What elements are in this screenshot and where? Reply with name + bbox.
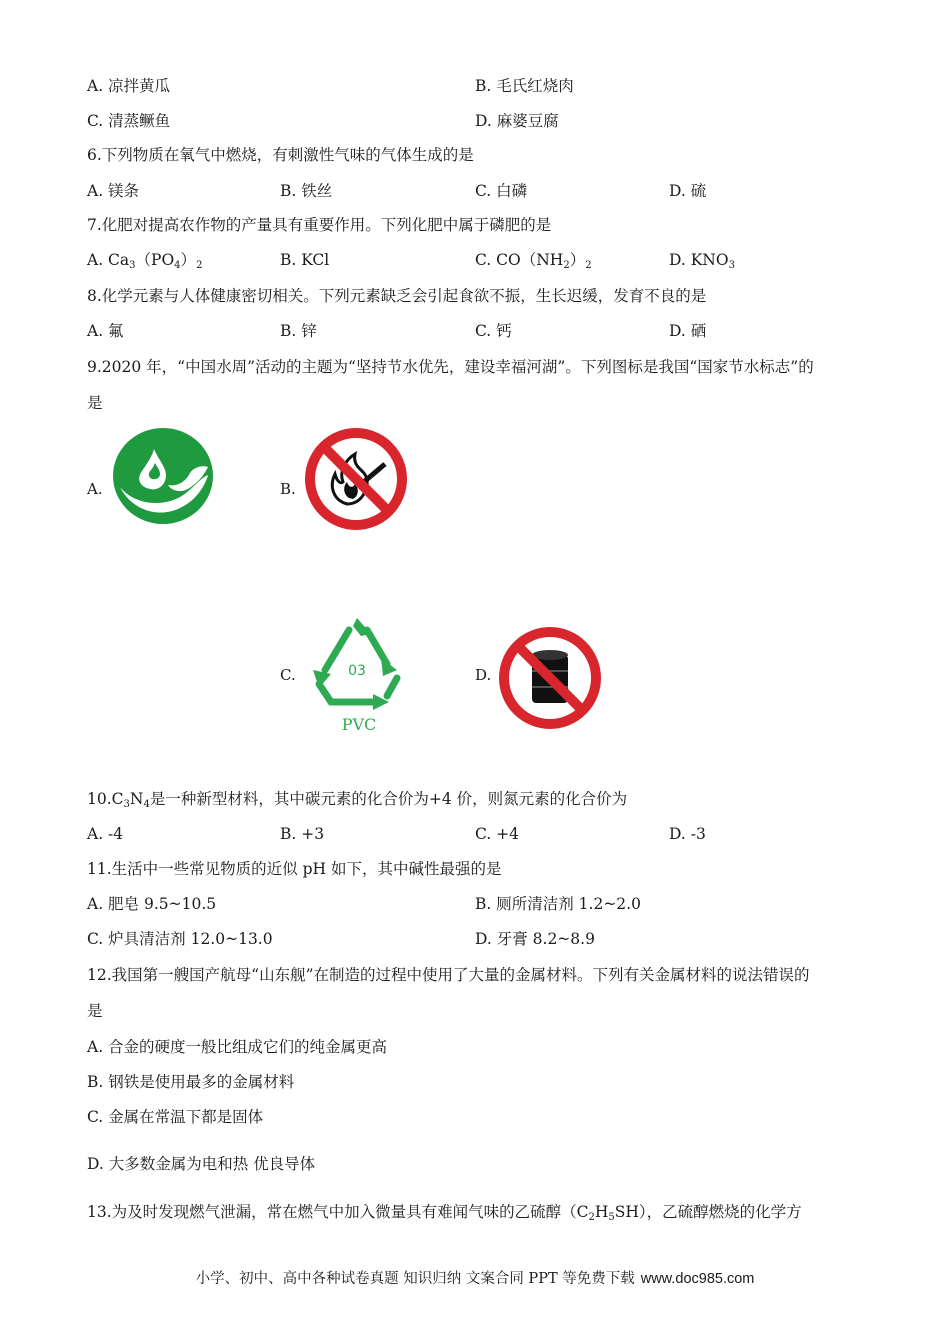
q7-option-c: C. $CO(NH_2)_2$ xyxy=(475,251,592,271)
q11-option-a: A. 肥皂 9.5~10.5 xyxy=(87,895,217,913)
q9-option-b-label: B. xyxy=(280,480,296,498)
q9-stem-line2: 是 xyxy=(87,394,103,412)
q6-option-c: C. 白磷 xyxy=(475,182,528,200)
q13-stem: 13.为及时发现燃气泄漏，常在燃气中加入微量具有难闻气味的乙硫醇$(C_2H_5SH)$，乙硫醇燃烧的化学方 xyxy=(87,1203,802,1223)
q12-option-d: D. 大多数金属为电和热 优良导体 xyxy=(87,1155,316,1173)
q9-option-d-label: D. xyxy=(475,666,492,684)
footer-url[interactable]: www.doc985.com xyxy=(640,1271,755,1287)
q10-option-a: A. -4 xyxy=(87,825,124,843)
q8-stem: 8.化学元素与人体健康密切相关。下列元素缺乏会引起食欲不振，生长迟缓，发育不良的是 xyxy=(87,287,707,305)
q5-option-b: B. 毛氏红烧肉 xyxy=(475,77,574,95)
q11-option-d: D. 牙膏 8.2~8.9 xyxy=(475,930,595,948)
q9-option-a-label: A. xyxy=(87,480,103,498)
q5-option-c: C. 清蒸鳜鱼 xyxy=(87,112,171,130)
no-fire-sign-icon xyxy=(303,426,409,532)
pvc-recycle-icon xyxy=(305,612,411,736)
q12-stem-line2: 是 xyxy=(87,1002,103,1020)
water-saving-logo-icon xyxy=(112,427,214,525)
q12-option-c: C. 金属在常温下都是固体 xyxy=(87,1108,264,1126)
q10-option-c: C. +4 xyxy=(475,825,520,843)
q12-option-b: B. 钢铁是使用最多的金属材料 xyxy=(87,1073,295,1091)
q11-option-b: B. 厕所清洁剂 1.2~2.0 xyxy=(475,895,641,913)
page-footer xyxy=(0,1269,950,1289)
q6-option-a: A. 镁条 xyxy=(87,182,140,200)
no-oil-drum-sign-icon xyxy=(497,625,603,731)
q7-option-b: B. KCl xyxy=(280,251,330,269)
q8-option-d: D. 硒 xyxy=(669,322,707,340)
q12-stem-line1: 12.我国第一艘国产航母“山东舰”在制造的过程中使用了大量的金属材料。下列有关金属材料的说法错误的 xyxy=(87,966,810,984)
q7-option-d: D. $KNO_3$ xyxy=(669,251,735,271)
q10-option-d: D. -3 xyxy=(669,825,706,843)
q9-option-c-label: C. xyxy=(280,666,296,684)
q10-option-b: B. +3 xyxy=(280,825,325,843)
q11-stem: 11.生活中一些常见物质的近似 pH 如下，其中碱性最强的是 xyxy=(87,860,502,878)
q6-stem: 6.下列物质在氧气中燃烧，有刺激性气味的气体生成的是 xyxy=(87,146,474,164)
q9-stem-line1: 9.2020 年，“中国水周”活动的主题为“坚持节水优先，建设幸福河湖”。下列图标是我国“国家节水标志”的 xyxy=(87,358,814,376)
q8-option-b: B. 锌 xyxy=(280,322,317,340)
q12-option-a: A. 合金的硬度一般比组成它们的纯金属更高 xyxy=(87,1038,388,1056)
q5-option-a: A. 凉拌黄瓜 xyxy=(87,77,171,95)
q7-option-a: A. $Ca_3(PO_4)_2$ xyxy=(87,251,203,271)
q10-stem: $10.C_3N_4$是一种新型材料，其中碳元素的化合价为+4 价，则氮元素的化合价为 xyxy=(87,790,628,810)
pvc-label: PVC xyxy=(341,715,377,734)
q8-option-c: C. 钙 xyxy=(475,322,512,340)
q11-option-c: C. 炉具清洁剂 12.0~13.0 xyxy=(87,930,273,948)
q6-option-b: B. 铁丝 xyxy=(280,182,333,200)
q8-option-a: A. 氟 xyxy=(87,322,124,340)
q5-option-d: D. 麻婆豆腐 xyxy=(475,112,559,130)
q6-option-d: D. 硫 xyxy=(669,182,707,200)
q7-stem: 7.化肥对提高农作物的产量具有重要作用。下列化肥中属于磷肥的是 xyxy=(87,216,552,234)
footer-text: 小学、初中、高中各种试卷真题 知识归纳 文案合同 PPT 等免费下载 xyxy=(195,1271,635,1287)
pvc-code: 03 xyxy=(348,663,366,679)
